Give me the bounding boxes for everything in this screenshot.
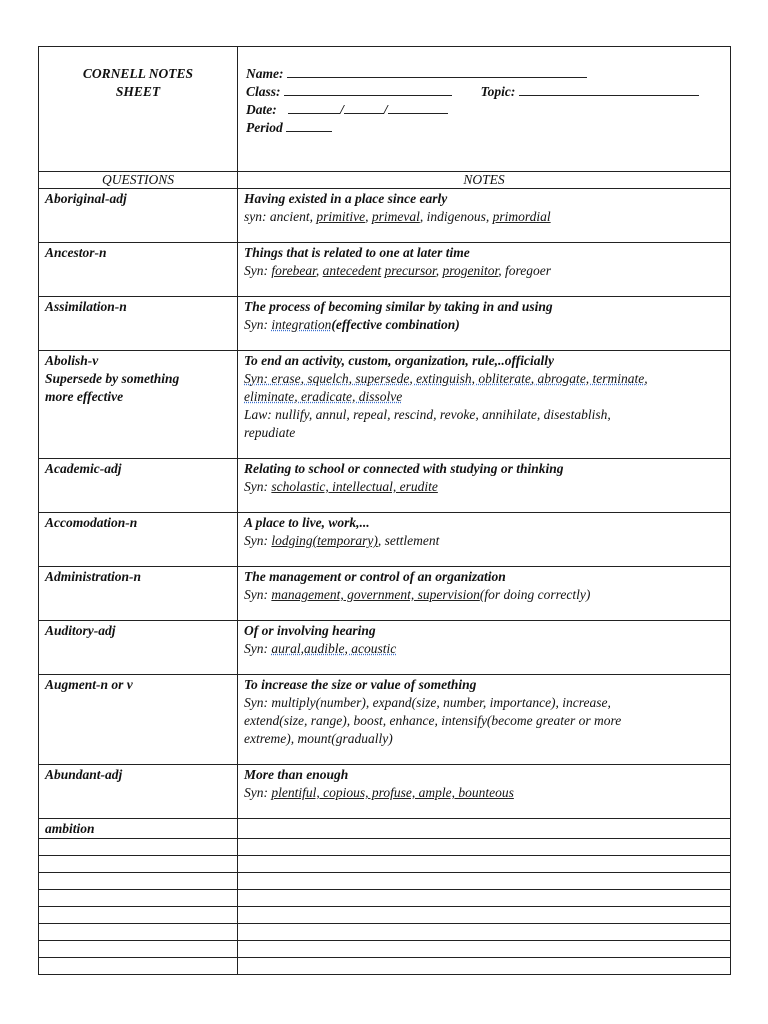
question-cell[interactable] [39, 621, 238, 675]
term-word: Academic-adj [45, 461, 122, 476]
class-topic-row [246, 83, 724, 101]
term-row [39, 567, 731, 621]
question-cell[interactable] [39, 924, 238, 941]
name-blank[interactable] [287, 65, 587, 78]
synonyms-cont: extend(size, range), boost, enhance, intensify(become greater or more [244, 713, 622, 728]
definition: To end an activity, custom, organization, rule,..officially [244, 353, 555, 368]
date-separator: / [383, 102, 388, 117]
notes-cell[interactable] [238, 765, 731, 819]
definition: Relating to school or connected with studying or thinking [244, 461, 564, 476]
term-word: Abundant-adj [45, 767, 123, 782]
blank-row [39, 924, 731, 941]
blank-row [39, 958, 731, 975]
term-word: Administration-n [45, 569, 142, 584]
question-cell[interactable] [39, 459, 238, 513]
notes-cell[interactable] [238, 958, 731, 975]
synonyms: Syn: forebear, antecedent precursor, progenitor, foregoer [244, 263, 552, 278]
term-note: more effective [45, 389, 124, 404]
notes-cell[interactable] [238, 297, 731, 351]
question-cell[interactable] [39, 839, 238, 856]
notes-cell[interactable] [238, 621, 731, 675]
term-word: Assimilation-n [45, 299, 127, 314]
cornell-notes-sheet [38, 46, 730, 975]
term-row [39, 765, 731, 819]
synonyms: Syn: lodging(temporary), settlement [244, 533, 440, 548]
date-field [246, 101, 724, 119]
topic-label: Topic: [480, 84, 516, 99]
definition: To increase the size or value of something [244, 677, 477, 692]
synonyms: syn: ancient, primitive, primeval, indigenous, primordial [244, 209, 551, 224]
date-day-blank[interactable] [344, 101, 384, 114]
question-cell[interactable] [39, 907, 238, 924]
date-label: Date: [246, 102, 277, 117]
notes-cell[interactable] [238, 839, 731, 856]
synonyms: Syn: aural,audible, acoustic [244, 641, 397, 656]
sheet-title-line2: SHEET [115, 84, 161, 99]
question-cell[interactable] [39, 675, 238, 765]
period-label: Period [246, 120, 283, 135]
class-label: Class: [246, 84, 281, 99]
notes-cell[interactable] [238, 856, 731, 873]
notes-cell[interactable] [238, 513, 731, 567]
definition: Of or involving hearing [244, 623, 376, 638]
notes-cell[interactable] [238, 351, 731, 459]
notes-cell[interactable] [238, 675, 731, 765]
sheet-title [39, 47, 238, 172]
question-cell[interactable] [39, 958, 238, 975]
notes-cell[interactable] [238, 941, 731, 958]
question-cell[interactable] [39, 819, 238, 839]
blank-row [39, 907, 731, 924]
question-cell[interactable] [39, 351, 238, 459]
term-row [39, 675, 731, 765]
synonyms-cont: eliminate, eradicate, dissolve [244, 389, 403, 404]
notes-table [38, 46, 731, 975]
question-cell[interactable] [39, 513, 238, 567]
definition: Things that is related to one at later time [244, 245, 470, 260]
sheet-title-line1: CORNELL NOTES [82, 66, 194, 81]
question-cell[interactable] [39, 189, 238, 243]
class-blank[interactable] [284, 83, 452, 96]
date-month-blank[interactable] [288, 101, 340, 114]
term-word: Abolish-v [45, 353, 99, 368]
question-cell[interactable] [39, 890, 238, 907]
notes-cell[interactable] [238, 873, 731, 890]
question-cell[interactable] [39, 243, 238, 297]
date-separator: / [340, 102, 344, 117]
blank-row [39, 890, 731, 907]
notes-cell[interactable] [238, 243, 731, 297]
synonyms: Syn: erase, squelch, supersede, extinguish, obliterate, abrogate, terminate, [244, 371, 648, 386]
column-header-row [39, 172, 731, 189]
term-row [39, 513, 731, 567]
name-field[interactable] [246, 65, 724, 83]
synonyms-cont: extreme), mount(gradually) [244, 731, 393, 746]
questions-column-header: QUESTIONS [39, 172, 238, 189]
definition: A place to live, work,... [244, 515, 370, 530]
term-word: Accomodation-n [45, 515, 138, 530]
notes-cell[interactable] [238, 189, 731, 243]
law-synonyms-cont: repudiate [244, 425, 296, 440]
synonyms: Syn: multiply(number), expand(size, number, importance), increase, [244, 695, 611, 710]
student-info [238, 47, 731, 172]
topic-blank[interactable] [519, 83, 699, 96]
question-cell[interactable] [39, 856, 238, 873]
notes-cell[interactable] [238, 890, 731, 907]
definition: Having existed in a place since early [244, 191, 448, 206]
law-synonyms: Law: nullify, annul, repeal, rescind, revoke, annihilate, disestablish, [244, 407, 611, 422]
blank-row [39, 856, 731, 873]
name-label: Name: [246, 66, 284, 81]
term-row [39, 621, 731, 675]
blank-row [39, 839, 731, 856]
synonyms: Syn: plentiful, copious, profuse, ample, bounteous [244, 785, 514, 800]
notes-column-header: NOTES [238, 172, 731, 189]
term-row [39, 351, 731, 459]
notes-cell[interactable] [238, 459, 731, 513]
term-row [39, 819, 731, 839]
question-cell[interactable] [39, 297, 238, 351]
question-cell[interactable] [39, 567, 238, 621]
term-row [39, 189, 731, 243]
term-word: Auditory-adj [45, 623, 116, 638]
definition: More than enough [244, 767, 349, 782]
notes-cell[interactable] [238, 567, 731, 621]
notes-cell[interactable] [238, 924, 731, 941]
term-word: Ancestor-n [45, 245, 107, 260]
synonyms: Syn: management, government, supervision(for doing correctly) [244, 587, 591, 602]
definition: The management or control of an organization [244, 569, 506, 584]
definition: The process of becoming similar by taking in and using [244, 299, 553, 314]
term-word: ambition [45, 821, 95, 836]
blank-row [39, 941, 731, 958]
notes-cell[interactable] [238, 907, 731, 924]
blank-row [39, 873, 731, 890]
term-note: Supersede by something [45, 371, 180, 386]
term-row [39, 243, 731, 297]
term-row [39, 297, 731, 351]
question-cell[interactable] [39, 765, 238, 819]
question-cell[interactable] [39, 941, 238, 958]
header-row [39, 47, 731, 172]
notes-cell[interactable] [238, 819, 731, 839]
synonyms: Syn: scholastic, intellectual, erudite [244, 479, 438, 494]
term-row [39, 459, 731, 513]
term-word: Aboriginal-adj [45, 191, 127, 206]
term-word: Augment-n or v [45, 677, 133, 692]
synonyms: Syn: integration(effective combination) [244, 317, 460, 332]
question-cell[interactable] [39, 873, 238, 890]
period-field [246, 119, 724, 137]
date-year-blank[interactable] [388, 101, 448, 114]
period-blank[interactable] [286, 119, 332, 132]
